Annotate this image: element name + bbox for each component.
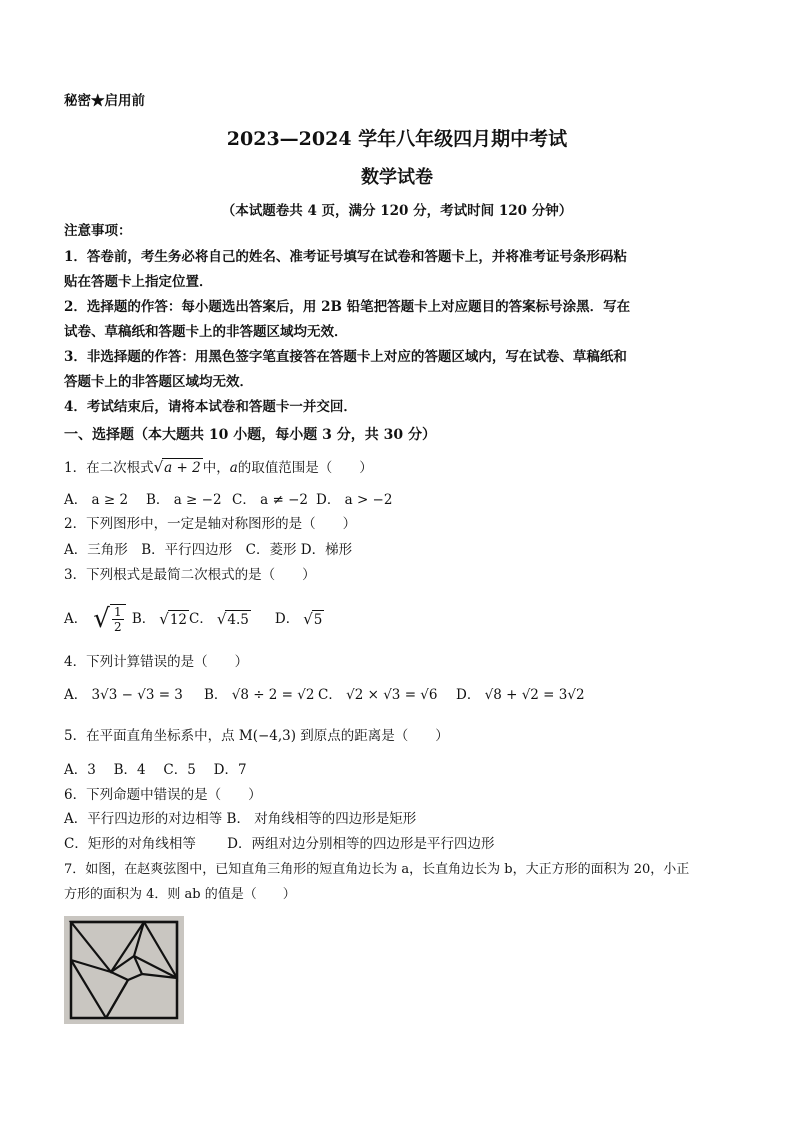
q1-var: a (229, 460, 238, 476)
q3-options (64, 599, 324, 639)
q2-options: A．三角形 B．平行四边形 C．菱形 D．梯形 (64, 542, 353, 558)
question-2-stem: 2．下列图形中，一定是轴对称图形的是（ ） (64, 516, 357, 532)
section-choice-heading: 一、选择题（本大题共 10 小题，每小题 3 分，共 30 分） (64, 427, 436, 443)
q3-b-label: B． (131, 611, 156, 627)
q3-a-label: A． (64, 611, 88, 627)
exam-subtitle: 数学试卷 (361, 167, 433, 188)
question-4-stem: 4．下列计算错误的是（ ） (64, 654, 249, 670)
question-3-stem: 3．下列根式是最简二次根式的是（ ） (64, 567, 316, 583)
q4-option-d: D． √8 + √2 = 3√2 (456, 687, 585, 703)
q6-options-line1: A．平行四边形的对边相等 B． 对角线相等的四边形是矩形 (64, 811, 417, 827)
q6-options-line2: C．矩形的对角线相等 D．两组对边分别相等的四边形是平行四边形 (64, 836, 495, 852)
exam-info: （本试题卷共 4 页，满分 120 分，考试时间 120 分钟） (221, 203, 573, 219)
exam-title: 2023—2024 学年八年级四月期中考试 (226, 128, 568, 150)
q3-d-label: D． (274, 611, 300, 627)
note-3a: 3．非选择题的作答：用黑色签字笔直接答在答题卡上对应的答题区域内，写在试卷、草稿纸和 (64, 349, 627, 365)
question-7-line1: 7．如图，在赵爽弦图中，已知直角三角形的短直角边长为 a，长直角边长为 b，大正方形的面积为 20，小正 (64, 862, 690, 877)
q3-a-num: 1 (114, 605, 122, 619)
q3-c-label: C． (189, 611, 213, 627)
q1-option-c: C． a ≠ −2 (232, 492, 308, 508)
zhao-shuang-diagram (64, 916, 184, 1024)
q3-a-fraction (110, 604, 126, 634)
q4-option-b: B． √8 ÷ 2 = √2 (204, 687, 315, 703)
note-4: 4．考试结束后，请将本试卷和答题卡一并交回． (64, 399, 357, 415)
sqrt-symbol: √ (159, 610, 169, 628)
q4-option-a: A． 3√3 − √3 = 3 (64, 687, 183, 703)
q3-d-radicand: 5 (313, 611, 323, 628)
sqrt-symbol: √ (216, 610, 227, 628)
q3-a-den: 2 (114, 620, 122, 634)
sqrt-symbol: √ (153, 458, 164, 476)
q3-b-radicand: 12 (169, 611, 187, 628)
q5-options: A．3 B．4 C．5 D．7 (64, 762, 247, 778)
q1-option-a: A． a ≥ 2 (64, 492, 129, 508)
q1-option-d: D． a > −2 (316, 492, 393, 508)
notes-heading: 注意事项： (64, 223, 132, 239)
question-1-stem (64, 458, 373, 477)
question-6-stem: 6．下列命题中错误的是（ ） (64, 787, 262, 803)
note-2a: 2．选择题的作答：每小题选出答案后，用 2B 铅笔把答题卡上对应题目的答案标号涂黑．写在 (64, 299, 631, 315)
note-1b: 贴在答题卡上指定位置． (64, 274, 213, 290)
zhao-shuang-figure (64, 916, 184, 1024)
q1-post: 的取值范围是（ ） (237, 460, 373, 476)
question-7-line2: 方形的面积为 4．则 ab 的值是（ ） (64, 887, 296, 902)
q1-mid: 中， (202, 460, 230, 476)
q4-option-c: C． √2 × √3 = √6 (318, 687, 438, 703)
note-1a: 1．答卷前，考生务必将自己的姓名、准考证号填写在试卷和答题卡上，并将准考证号条形码粘 (64, 249, 627, 265)
q3-c-radicand: 4.5 (227, 611, 249, 628)
q1-radicand: a + 2 (164, 460, 201, 476)
sqrt-symbol: √ (93, 604, 110, 634)
note-2b: 试卷、草稿纸和答题卡上的非答题区域均无效． (64, 324, 348, 340)
q1-pre: 1．在二次根式 (64, 460, 154, 476)
question-5-stem: 5．在平面直角坐标系中，点 M(−4,3) 到原点的距离是（ ） (64, 728, 449, 744)
sqrt-symbol: √ (303, 610, 313, 628)
note-3b: 答题卡上的非答题区域均无效． (64, 374, 253, 390)
secret-label: 秘密★启用前 (64, 93, 145, 109)
q1-option-b: B． a ≥ −2 (146, 492, 222, 508)
